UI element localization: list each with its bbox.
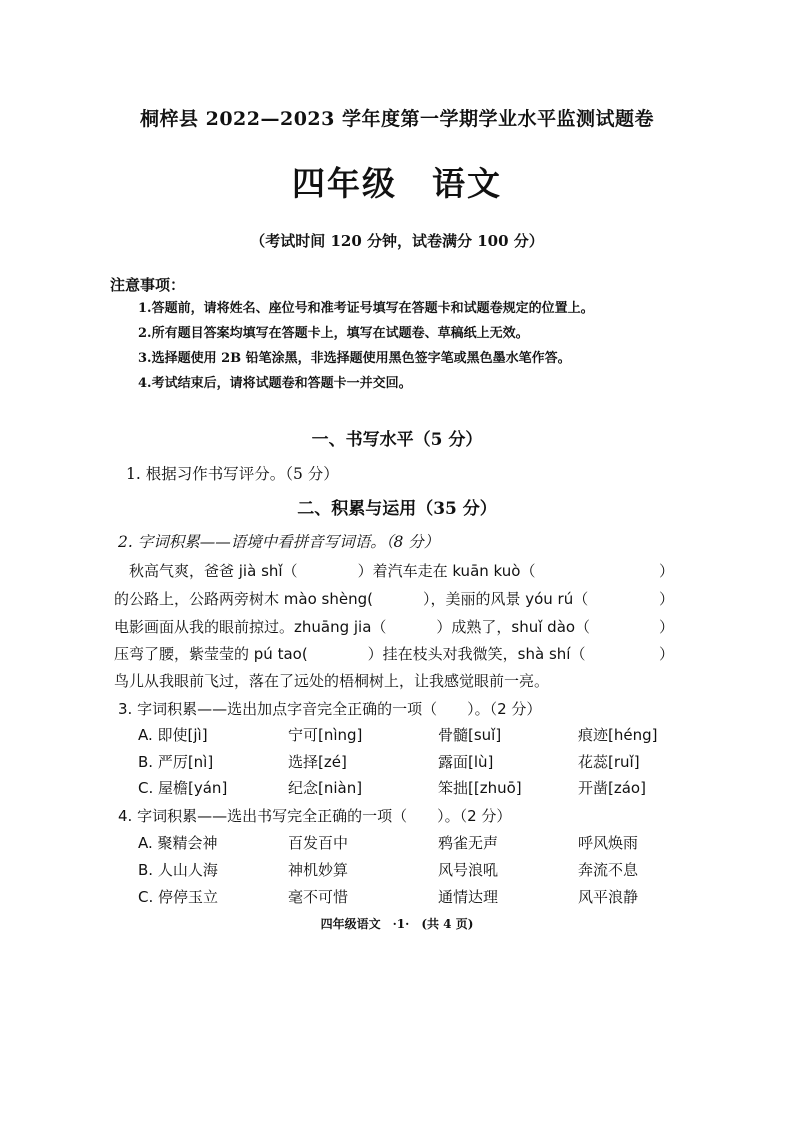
q3-cell: A. 即使[jì] bbox=[138, 726, 208, 744]
q3-cell: 纪念[niàn] bbox=[288, 779, 363, 797]
q4-option-row bbox=[138, 859, 678, 880]
q3-cell: 花蕊[ruǐ] bbox=[578, 753, 640, 771]
notice-title: 注意事项： bbox=[110, 276, 186, 294]
q2-line: 电影画面从我的眼前掠过。zhuāng jia（ ）成熟了，shuǐ dào（ ） bbox=[114, 618, 674, 636]
q3-cell: 笨拙[[zhuō] bbox=[438, 779, 522, 797]
q3-option-row bbox=[138, 724, 678, 745]
question-2-stem: 2. 字词积累——语境中看拼音写词语。（8 分） bbox=[118, 533, 440, 551]
q3-option-row bbox=[138, 751, 678, 772]
notice-item: 2.所有题目答案均填写在答题卡上，填写在试题卷、草稿纸上无效。 bbox=[138, 326, 529, 341]
page-footer: 四年级语文 ·1· (共 4 页) bbox=[320, 917, 474, 931]
question-3-stem: 3. 字词积累——选出加点字音完全正确的一项（ ）。（2 分） bbox=[118, 700, 542, 718]
q3-cell: 痕迹[héng] bbox=[578, 726, 658, 744]
section-heading: 二、积累与运用（35 分） bbox=[297, 499, 497, 519]
q4-cell: 百发百中 bbox=[288, 834, 349, 852]
exam-info: （考试时间 120 分钟，试卷满分 100 分） bbox=[250, 232, 544, 250]
q4-cell: A. 聚精会神 bbox=[138, 834, 218, 852]
notice-item: 1.答题前，请将姓名、座位号和准考证号填写在答题卡和试题卷规定的位置上。 bbox=[138, 301, 594, 316]
q4-cell: 风平浪静 bbox=[578, 888, 639, 906]
q3-cell: 宁可[nìng] bbox=[288, 726, 363, 744]
q4-cell: 通情达理 bbox=[438, 888, 499, 906]
q4-cell: 鸦雀无声 bbox=[438, 834, 499, 852]
q4-option-row bbox=[138, 886, 678, 907]
q2-line: 压弯了腰，紫莹莹的 pú tao( ）挂在枝头对我微笑，shà shí（ ） bbox=[114, 645, 674, 663]
q4-cell: 神机妙算 bbox=[288, 861, 349, 879]
section-heading: 一、书写水平（5 分） bbox=[311, 430, 483, 450]
q4-cell: C. 停停玉立 bbox=[138, 888, 219, 906]
question-1: 1. 根据习作书写评分。（5 分） bbox=[126, 465, 339, 483]
exam-title: 桐梓县 2022—2023 学年度第一学期学业水平监测试题卷 bbox=[140, 108, 654, 130]
subject-title: 四年级 语文 bbox=[292, 164, 502, 203]
notice-item: 4.考试结束后，请将试题卷和答题卡一并交回。 bbox=[138, 376, 412, 391]
q4-cell: 奔流不息 bbox=[578, 861, 639, 879]
q3-cell: 骨髓[suǐ] bbox=[438, 726, 502, 744]
q3-option-row bbox=[138, 777, 678, 798]
q3-cell: 选择[zé] bbox=[288, 753, 347, 771]
q2-line: 秋高气爽，爸爸 jià shǐ（ ）着汽车走在 kuān kuò（ ） bbox=[114, 562, 674, 580]
q3-cell: 露面[lù] bbox=[438, 753, 494, 771]
q3-cell: B. 严厉[nì] bbox=[138, 753, 214, 771]
q3-cell: C. 屋檐[yán] bbox=[138, 779, 228, 797]
q4-option-row bbox=[138, 832, 678, 853]
notice-item: 3.选择题使用 2B 铅笔涂黑，非选择题使用黑色签字笔或黑色墨水笔作答。 bbox=[138, 351, 571, 366]
q2-line: 鸟儿从我眼前飞过，落在了远处的梧桐树上，让我感觉眼前一亮。 bbox=[114, 672, 550, 690]
q4-cell: 风号浪吼 bbox=[438, 861, 499, 879]
question-4-stem: 4. 字词积累——选出书写完全正确的一项（ ）。（2 分） bbox=[118, 807, 512, 825]
q4-cell: 呼风焕雨 bbox=[578, 834, 639, 852]
q4-cell: B. 人山人海 bbox=[138, 861, 218, 879]
q4-cell: 毫不可惜 bbox=[288, 888, 349, 906]
q3-cell: 开凿[záo] bbox=[578, 779, 646, 797]
q2-line: 的公路上，公路两旁树木 mào shèng( ），美丽的风景 yóu rú（ ） bbox=[114, 590, 674, 608]
